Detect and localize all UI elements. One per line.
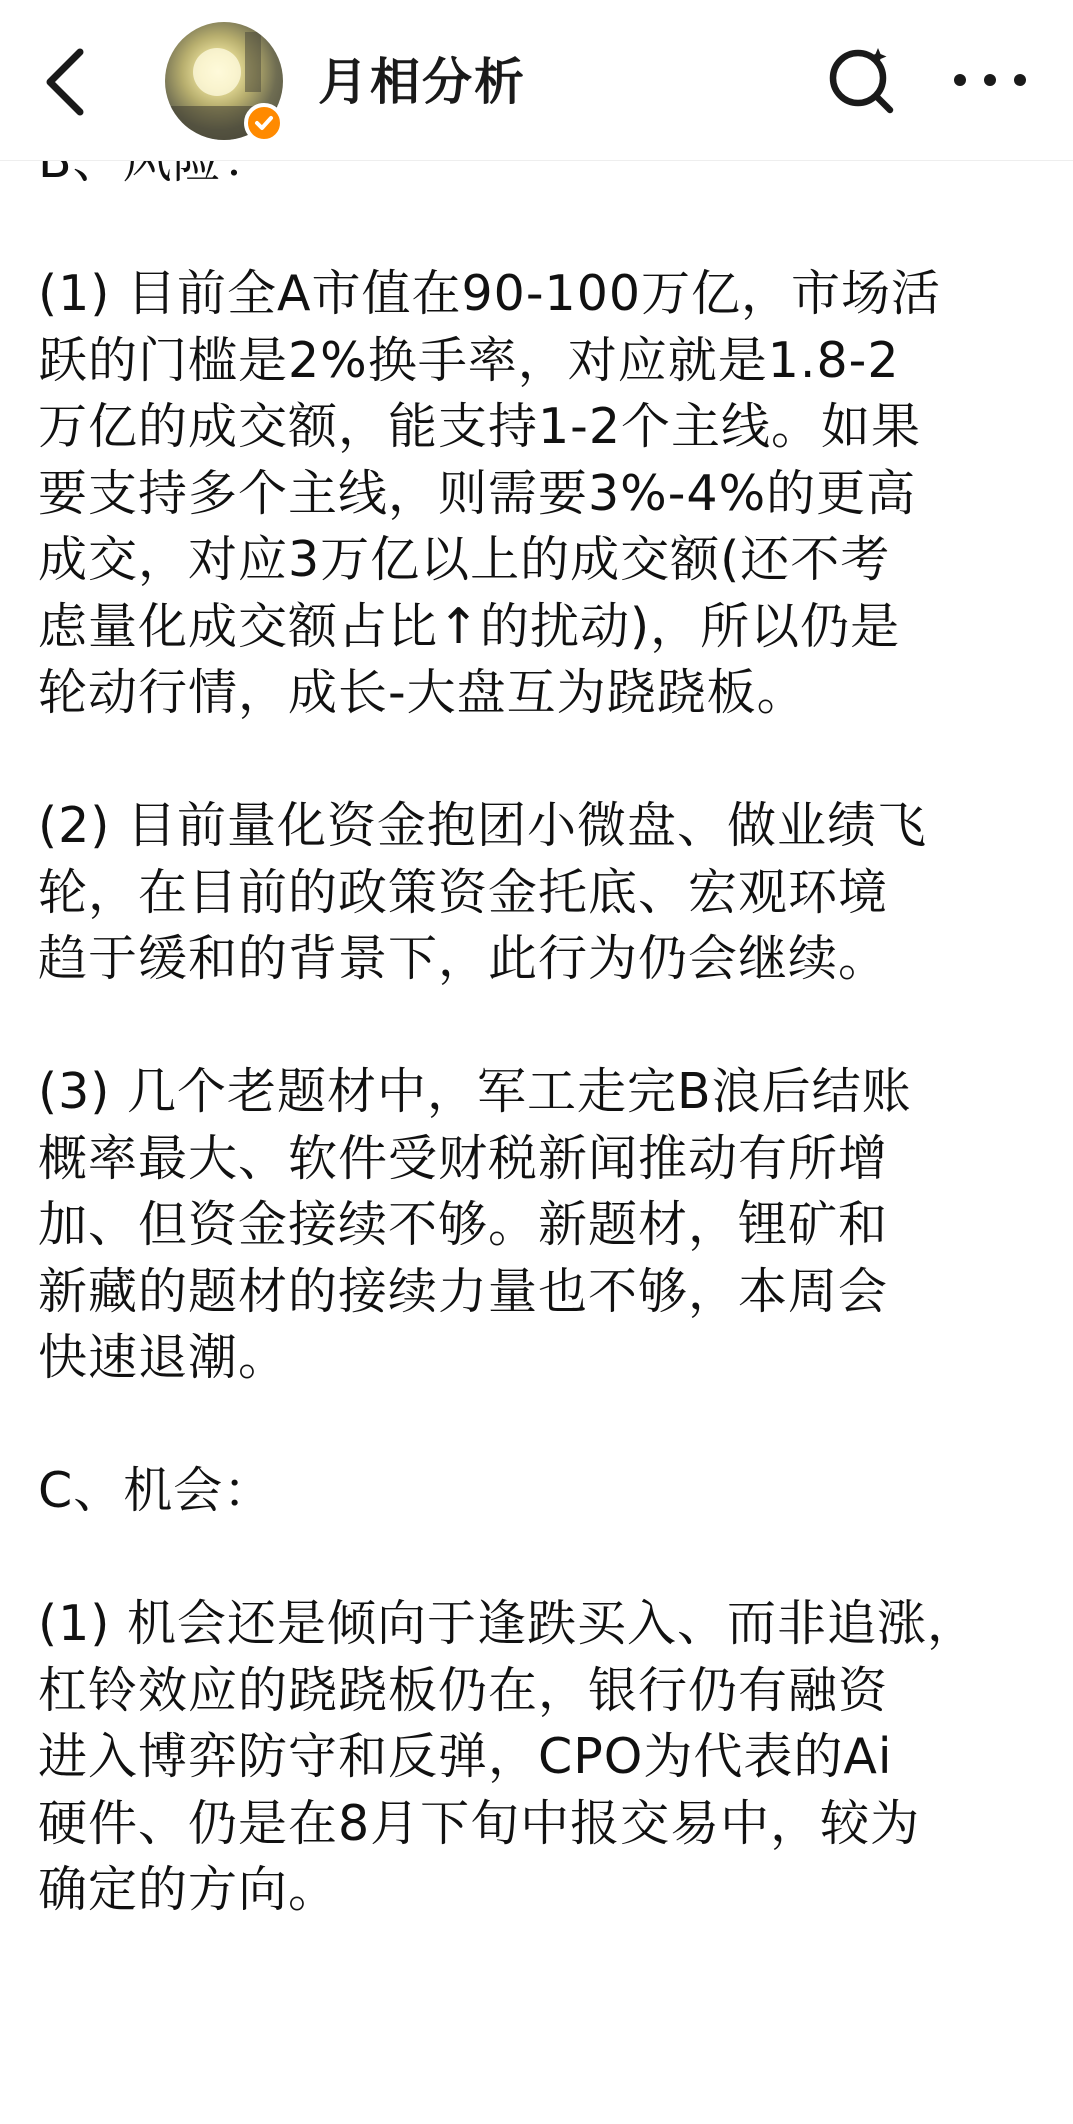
paragraph-line: 要支持多个主线，则需要3%-4%的更高: [38, 464, 917, 522]
paragraph-line: 趋于缓和的背景下，此行为仍会继续。: [38, 930, 889, 987]
paragraph-line: 虑量化成交额占比↑的扰动)，所以仍是: [38, 597, 901, 655]
paragraph-line: 杠铃效应的跷跷板仍在，银行仍有融资: [38, 1661, 889, 1719]
paragraph-line: (3) 几个老题材中，军工走完B浪后结账: [38, 1063, 912, 1120]
risk-point-2: [38, 793, 1048, 993]
paragraph-line: 轮，在目前的政策资金托底、宏观环境: [38, 863, 889, 921]
paragraph-line: 轮动行情，成长-大盘互为跷跷板。: [38, 664, 807, 721]
app-header: [0, 0, 1073, 161]
paragraph-line: 快速退潮。: [38, 1329, 289, 1386]
risk-point-3: [38, 1059, 1048, 1392]
paragraph-line: (1) 目前全A市值在90-100万亿，市场活: [38, 265, 942, 322]
account-title: 月相分析: [318, 53, 526, 111]
paragraph-line: (1) 机会还是倾向于逢跌买入、而非追涨，: [38, 1595, 977, 1652]
paragraph-line: 硬件、仍是在8月下旬中报交易中，较为: [38, 1794, 921, 1852]
search-icon[interactable]: [822, 40, 902, 120]
paragraph-line: 进入博弈防守和反弹，CPO为代表的Ai: [38, 1728, 893, 1785]
paragraph-line: (2) 目前量化资金抱团小微盘、做业绩飞: [38, 797, 927, 854]
paragraph-line: 跃的门槛是2%换手率，对应就是1.8-2: [38, 331, 900, 389]
risk-point-1: [38, 261, 1048, 727]
more-icon[interactable]: [948, 60, 1032, 100]
paragraph-line: 成交，对应3万亿以上的成交额(还不考: [38, 531, 891, 588]
paragraph-line: 确定的方向。: [38, 1861, 339, 1918]
paragraph-line: 概率最大、软件受财税新闻推动有所增: [38, 1129, 889, 1187]
section-heading-opportunity: C、机会：: [38, 1462, 274, 1519]
article-body: [38, 128, 1048, 1924]
paragraph-line: 万亿的成交额，能支持1-2个主线。如果: [38, 398, 922, 455]
opportunity-point-1: [38, 1591, 1048, 1924]
paragraph-line: 新藏的题材的接续力量也不够，本周会: [38, 1262, 889, 1320]
chevron-left-icon[interactable]: [38, 42, 98, 122]
verified-badge-icon: [244, 103, 284, 143]
paragraph-line: 加、但资金接续不够。新题材，锂矿和: [38, 1196, 889, 1253]
